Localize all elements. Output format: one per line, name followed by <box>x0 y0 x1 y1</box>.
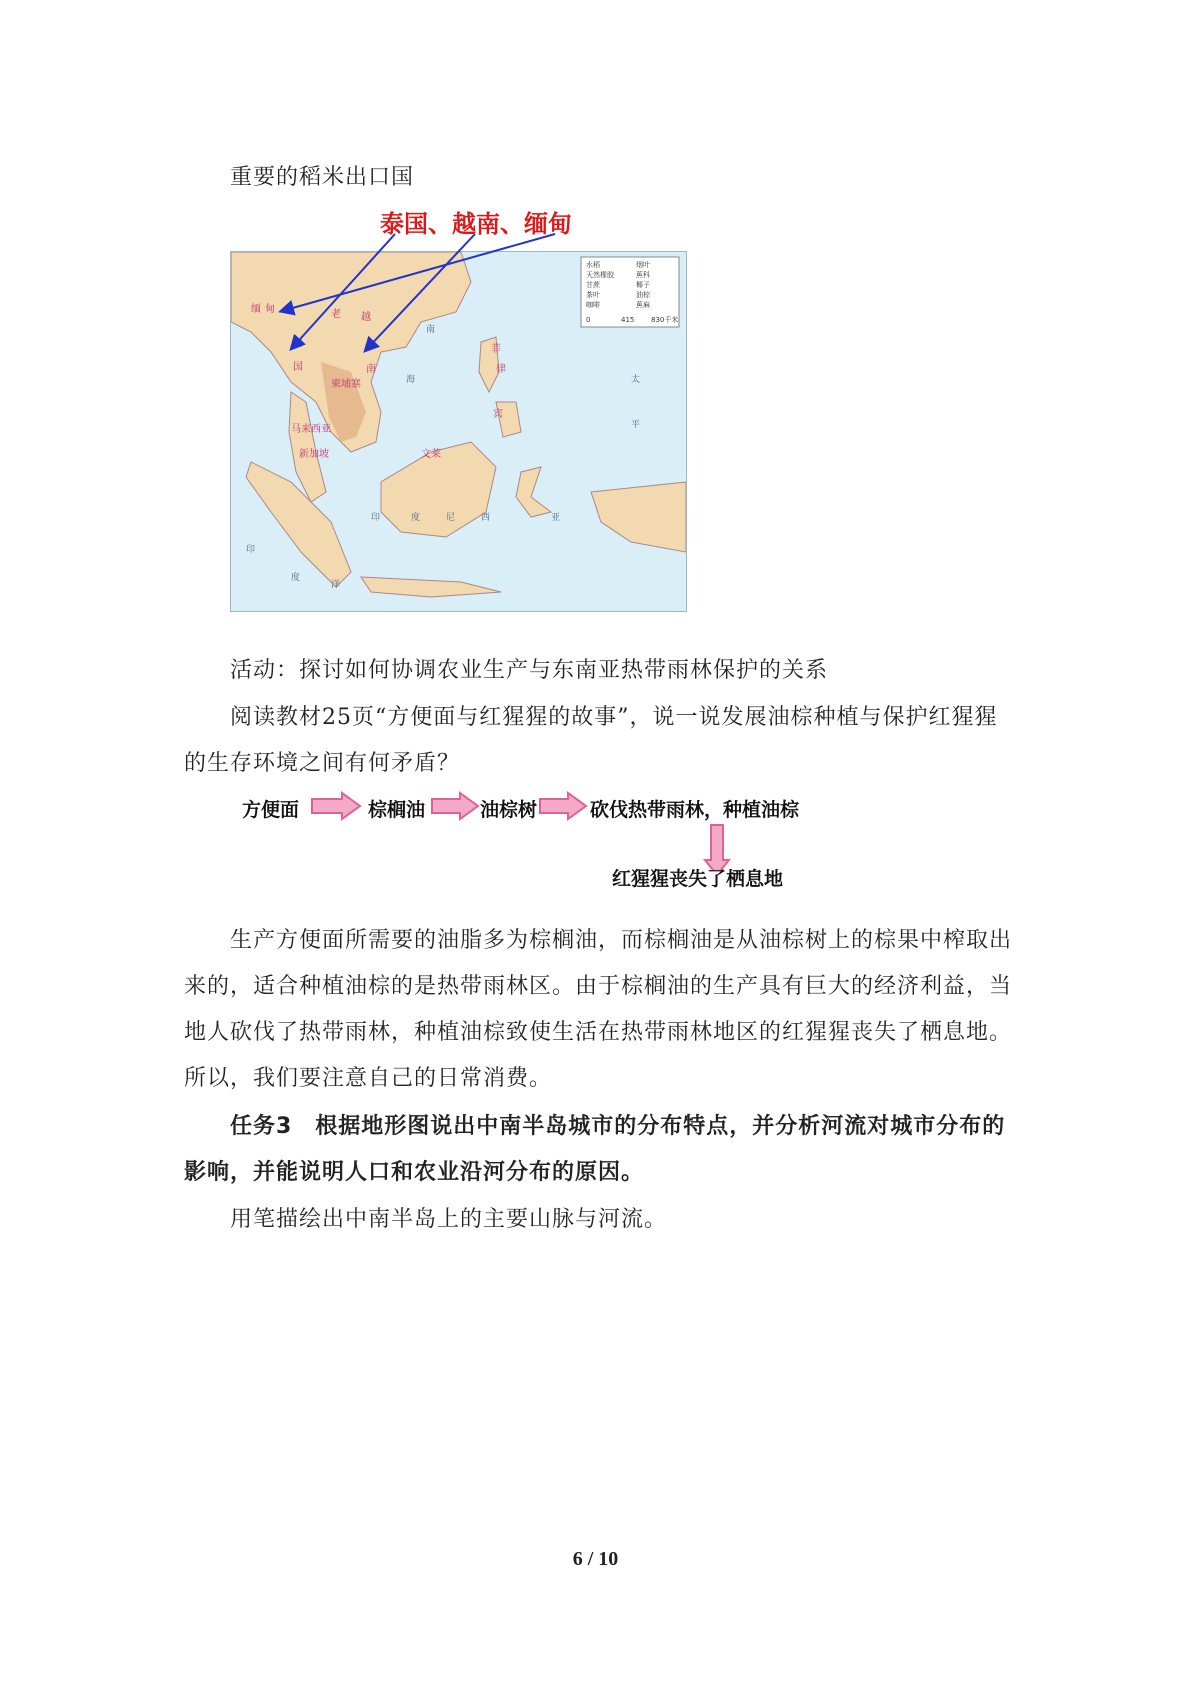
rice-exporters-callout: 泰国、越南、缅甸 <box>380 210 572 238</box>
flow-step-5: 红猩猩丧失了栖息地 <box>612 868 784 890</box>
svg-text:太: 太 <box>631 375 641 385</box>
svg-text:415: 415 <box>621 316 635 324</box>
svg-text:甘蔗: 甘蔗 <box>586 281 600 289</box>
svg-text:新加坡: 新加坡 <box>299 449 329 460</box>
page-number: 6 / 10 <box>572 1548 619 1570</box>
svg-text:蕉科: 蕉科 <box>636 271 650 279</box>
svg-text:咖啡: 咖啡 <box>586 301 600 309</box>
svg-text:830千米: 830千米 <box>651 316 679 324</box>
svg-text:0: 0 <box>586 316 591 324</box>
flow-step-1: 方便面 <box>242 799 300 821</box>
activity-text: 活动：探讨如何协调农业生产与东南亚热带雨林保护的关系 <box>230 658 829 683</box>
svg-text:马来西亚: 马来西亚 <box>291 424 331 435</box>
svg-text:天然橡胶: 天然橡胶 <box>586 271 614 279</box>
svg-text:柬埔寨: 柬埔寨 <box>331 379 361 390</box>
svg-text:西: 西 <box>481 513 491 523</box>
svg-text:文莱: 文莱 <box>421 449 441 460</box>
svg-text:茶叶: 茶叶 <box>586 291 600 299</box>
svg-text:平: 平 <box>631 420 641 430</box>
svg-text:南: 南 <box>366 364 376 375</box>
flow-step-2: 棕榈油 <box>368 799 426 821</box>
svg-text:宾: 宾 <box>493 409 503 420</box>
flow-step-3: 油棕树 <box>480 799 538 821</box>
svg-text:甸: 甸 <box>265 304 275 315</box>
svg-text:越: 越 <box>361 312 371 323</box>
svg-text:印: 印 <box>371 513 381 523</box>
svg-text:油棕: 油棕 <box>636 291 650 299</box>
svg-text:蕉麻: 蕉麻 <box>636 301 650 309</box>
svg-text:国: 国 <box>293 362 303 373</box>
callout-arrows <box>0 0 1191 700</box>
svg-text:律: 律 <box>496 364 506 375</box>
svg-text:南: 南 <box>426 325 436 335</box>
svg-text:椰子: 椰子 <box>636 281 650 289</box>
task3-text: 任务3 根据地形图说出中南半岛城市的分布特点，并分析河流对城市分布的影响，并能说明人口和农业沿河分布的原因。 <box>184 1114 1006 1185</box>
svg-text:度: 度 <box>411 513 421 523</box>
svg-text:泰: 泰 <box>293 339 303 350</box>
intro-text: 重要的稻米出口国 <box>230 165 415 190</box>
svg-text:烟叶: 烟叶 <box>636 261 650 269</box>
explanation-text: 生产方便面所需要的油脂多为棕榈油，而棕榈油是从油棕树上的棕果中榨取出来的，适合种植油棕的是热带雨林区。由于棕榈油的生产具有巨大的经济利益，当地人砍伐了热带雨林，种植油棕致使生活在热带雨林地区的红猩猩丧失了栖息地。所以，我们要注意自己的日常消费。 <box>184 928 1013 1091</box>
svg-text:尼: 尼 <box>446 513 456 523</box>
svg-text:度: 度 <box>291 573 301 583</box>
svg-text:海: 海 <box>406 375 416 385</box>
svg-text:缅: 缅 <box>251 304 261 315</box>
svg-text:亚: 亚 <box>551 513 561 523</box>
svg-text:印: 印 <box>246 545 256 555</box>
svg-text:菲: 菲 <box>491 344 501 355</box>
question-text: 阅读教材25页“方便面与红猩猩的故事”，说一说发展油棕种植与保护红猩猩的生存环境之间有何矛盾？ <box>184 705 998 776</box>
svg-text:老: 老 <box>331 309 341 320</box>
svg-text:水稻: 水稻 <box>586 261 600 269</box>
flow-arrows <box>0 780 1191 870</box>
drawing-instruction: 用笔描绘出中南半岛上的主要山脉与河流。 <box>230 1207 668 1232</box>
svg-text:洋: 洋 <box>331 580 341 590</box>
flow-step-4: 砍伐热带雨林，种植油棕 <box>590 799 800 821</box>
